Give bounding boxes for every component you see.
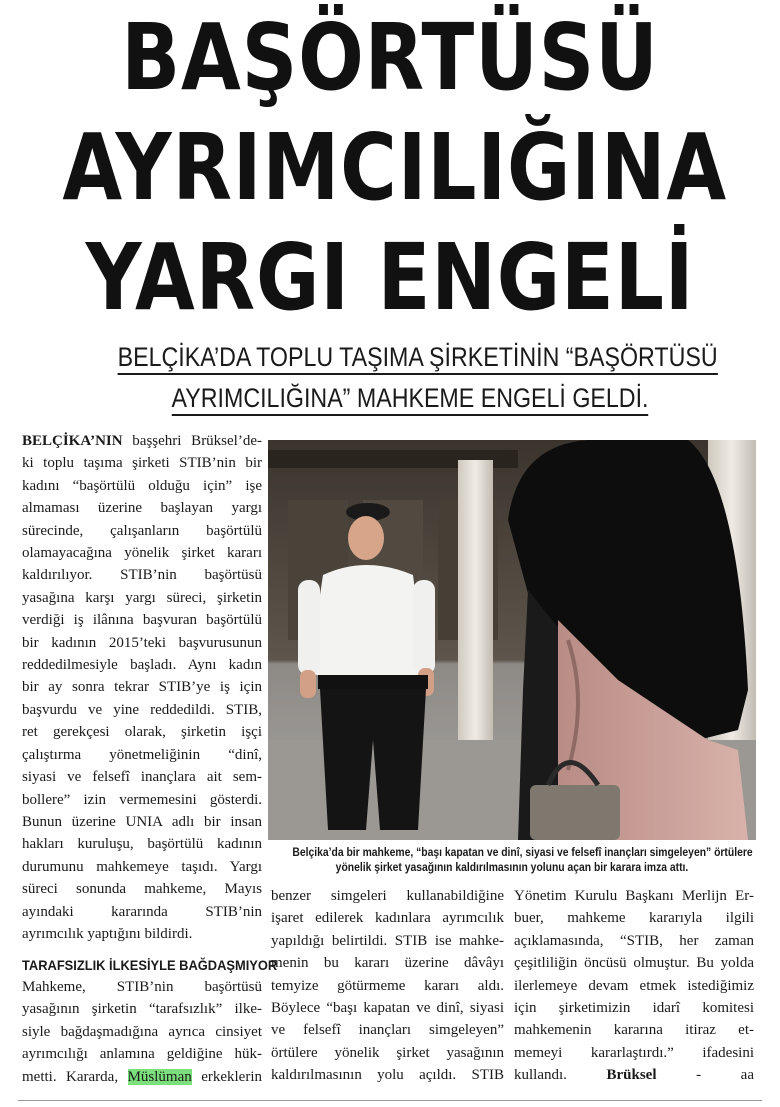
article-line: verdiği iş ilânına başvuran başörtülü: [22, 612, 262, 629]
article-line: mahkemenin kararına itiraz et-: [514, 1022, 754, 1039]
subheadline-text-1: BELÇİKA’DA TOPLU TAŞIMA ŞİRKETİNİN “BAŞÖRTÜSÜ: [118, 342, 718, 375]
article-line: örtülere yönelik şirket yasağının: [271, 1044, 504, 1061]
dateline-city: Brüksel: [606, 1067, 657, 1084]
article-line: buer, mahkeme kararıyla ilgili: [514, 910, 754, 927]
article-text: kullandı.: [514, 1067, 607, 1084]
photo-caption: [292, 846, 753, 876]
article-line: olamayacağına yönelik şirket kararı: [22, 545, 262, 562]
article-line: ayrımcılığı anlamına geldiğine hük-: [22, 1046, 262, 1063]
subheadline-text-2: AYRIMCILIĞINA” MAHKEME ENGELİ GELDİ.: [172, 383, 649, 416]
article-line: reddedilmesiyle başladı. Aynı kadın: [22, 657, 262, 674]
article-line: ayrımcılık yaptığını bildirdi.: [22, 925, 193, 942]
article-line: Böylece “başı kapatan ve dinî, siyasi: [271, 1000, 504, 1017]
photo-caption-line-1: Belçika’da bir mahkeme, “başı kapatan ve dinî, siyasi ve felsefî inançları simgeleyen” örtülere: [292, 847, 753, 859]
article-column-3: [514, 885, 754, 1087]
photo-caption-line-2: yönelik şirket yasağının kaldırılmasının yolunu açan bir karara imza attı.: [335, 862, 689, 874]
highlighted-word: Müslüman: [127, 1068, 192, 1085]
headline-line-1: BAŞÖRTÜSÜ: [121, 4, 659, 111]
article-line: ki toplu taşıma şirketi STIB’nin bir: [22, 455, 262, 472]
article-line: ilerlemeye devam etmek istediğimiz: [514, 977, 754, 994]
page-divider: [18, 1100, 762, 1101]
article-line: benzer simgeleri kullanabildiğine: [271, 888, 504, 904]
article-line: siyle bağdaşmadığına ayrıca cinsiyet: [22, 1023, 262, 1040]
article-lead: BELÇİKA’NIN: [22, 433, 123, 449]
article-line: yasağının şirketin “tarafsızlık” ilke-: [22, 1001, 262, 1018]
article-line: Bunun üzerine UNIA adlı bir insan: [22, 813, 262, 830]
article-line: [22, 1066, 262, 1088]
subheadline-line-2: [118, 381, 703, 415]
article-line: hakları kuruluşu, başörtülü kadının: [22, 836, 262, 853]
article-line: menin bu kararı üzerine dâvâyı: [271, 955, 504, 972]
article-line: ret gerekçesi olarak, şirketin işçi: [22, 724, 262, 741]
article-line: sürecinde, çalışanların başörtülü: [22, 522, 262, 539]
article-line: yasağına karşı yargı süreci, şirketin: [22, 589, 262, 606]
article-line: ayındaki kararında STIB’nin: [22, 903, 262, 920]
article-line: işaret edilerek kadınlara ayrımcılık: [271, 910, 504, 927]
article-line: siyasi ve felsefî inançlara ait sem-: [22, 769, 262, 786]
article-line: temyize götürmeme kararı aldı.: [271, 977, 504, 994]
article-line: çalıştırma yönetmeliğinin “dinî,: [22, 746, 262, 763]
article-subhead: TARAFSIZLIK İLKESİYLE BAĞDAŞMIYOR: [22, 957, 278, 973]
headline-line-3: YARGI ENGELİ: [85, 224, 695, 331]
article-line: almaması üzerine başlayan yargı: [22, 500, 262, 517]
news-photo: [268, 440, 756, 840]
headline-line-2: AYRIMCILIĞINA: [62, 114, 727, 221]
news-photo-illustration: [268, 440, 756, 840]
article-text: erkeklerin: [191, 1068, 262, 1085]
article-line: ve felsefî inançları simgeleyen”: [271, 1022, 504, 1039]
article-line: bir kadının 2015’teki başvurusunun: [22, 634, 262, 651]
article-line: bollere” izin vermemesini gösterdi.: [22, 791, 262, 808]
article-line: Yönetim Kurulu Başkanı Merlijn Er-: [514, 888, 754, 904]
article-column-1: [22, 430, 262, 945]
article-line: memeyi kararlaştırdı.” ifadesini: [514, 1044, 754, 1061]
article-line: başvurdu ve yine reddedildi. STIB,: [22, 701, 262, 718]
article-line: Mahkeme, STIB’nin başörtüsü: [22, 979, 262, 995]
article-line: başşehri Brüksel’de-: [122, 433, 262, 449]
article-line: açıklamasında, “STIB, her zaman: [514, 932, 754, 949]
article-line: süreci sonunda mahkeme, Mayıs: [22, 881, 262, 898]
article-line: kaldırılmasının yolu açıldı. STIB: [271, 1067, 504, 1084]
article-column-2: [271, 885, 504, 1087]
article-text: metti. Kararda,: [22, 1068, 128, 1085]
article-line: yapıldığı belirtildi. STIB ise mahke-: [271, 932, 504, 949]
article-line: durumunu mahkemeye taşıdı. Yargı: [22, 858, 262, 875]
article-line: [514, 1064, 754, 1086]
article-line: kadını “başörtülü olduğu için” işe: [22, 477, 262, 494]
article-line: bir ay sonra tekrar STIB’ye iş için: [22, 679, 262, 696]
article-line: kaldırılıyor. STIB’nin başörtüsü: [22, 567, 262, 584]
article-line: çeşitliliğin öncüsü olmuştur. Bu yolda: [514, 955, 754, 972]
article-source: - aa: [656, 1067, 754, 1084]
article-line: için şirketimizin idarî komitesi: [514, 1000, 754, 1017]
article-column-1-continued: [22, 976, 262, 1088]
subheadline-line-1: [117, 340, 718, 374]
